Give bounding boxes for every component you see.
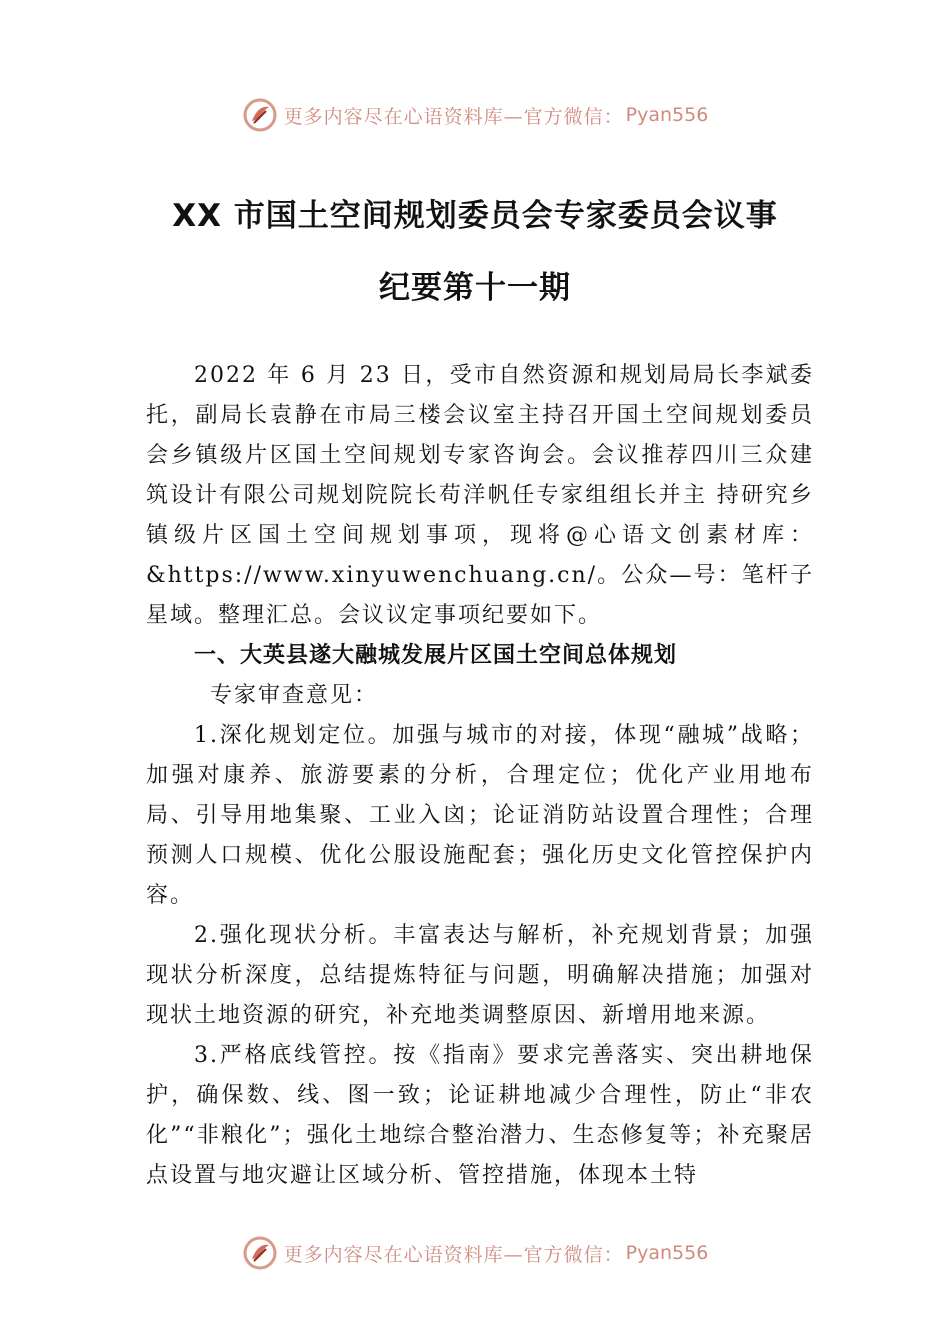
watermark-header	[0, 95, 950, 135]
watermark-text: 更多内容尽在心语资料库—官方微信：	[283, 105, 624, 128]
brand-logo-icon	[242, 97, 278, 133]
watermark-footer	[0, 1233, 950, 1273]
watermark-wechat-id: Pyan556	[625, 1242, 709, 1264]
watermark-text: 更多内容尽在心语资料库—官方微信：	[283, 1243, 624, 1266]
title-line-2: 纪要第十一期	[379, 270, 571, 306]
section-heading: 一、大英县遂大融城发展片区国土空间总体规划	[194, 643, 678, 668]
brand-logo-icon	[242, 1235, 278, 1271]
review-label: 专家审查意见：	[210, 683, 379, 708]
intro-paragraph: 2022 年 6 月 23 日，受市自然资源和规划局局长李斌委托，副局长袁静在市局三楼会议室主持召开国土空间规划委员会乡镇级片区国土空间规划专家咨询会。会议推荐四川三众建筑设计有限公司规划院院长苟洋帆任专家组组长并主 持研究乡镇级片区国土空间规划事项，现将@心语文创素材库：&https://www.xinyuwenchuang.cn/。公众—号：笔杆子星域。整理汇总。会议议定事项纪要如下。	[146, 363, 814, 628]
opinion-item-2: 2.强化现状分析。丰富表达与解析，补充规划背景；加强现状分析深度，总结提炼特征与问题，明确解决措施；加强对现状土地资源的研究，补充地类调整原因、新增用地来源。	[146, 923, 814, 1028]
opinion-item-3: 3.严格底线管控。按《指南》要求完善落实、突出耕地保护，确保数、线、图一致；论证耕地减少合理性，防止“非农化”“非粮化”；强化土地综合整治潜力、生态修复等；补充聚居点设置与地灾避让区域分析、管控措施，体现本土特	[146, 1043, 814, 1188]
watermark-wechat-id: Pyan556	[625, 104, 709, 126]
opinion-item-1: 1.深化规划定位。加强与城市的对接，体现“融城”战略；加强对康养、旅游要素的分析，合理定位；优化产业用地布局、引导用地集聚、工业入㓙；论证消防站设置合理性；合理预测人口规模、优化公服设施配套；强化历史文化管控保护内容。	[146, 723, 814, 908]
document-title	[120, 180, 830, 324]
document-body	[146, 356, 814, 1196]
title-line-1: XX 市国土空间规划委员会专家委员会议事	[172, 198, 778, 234]
